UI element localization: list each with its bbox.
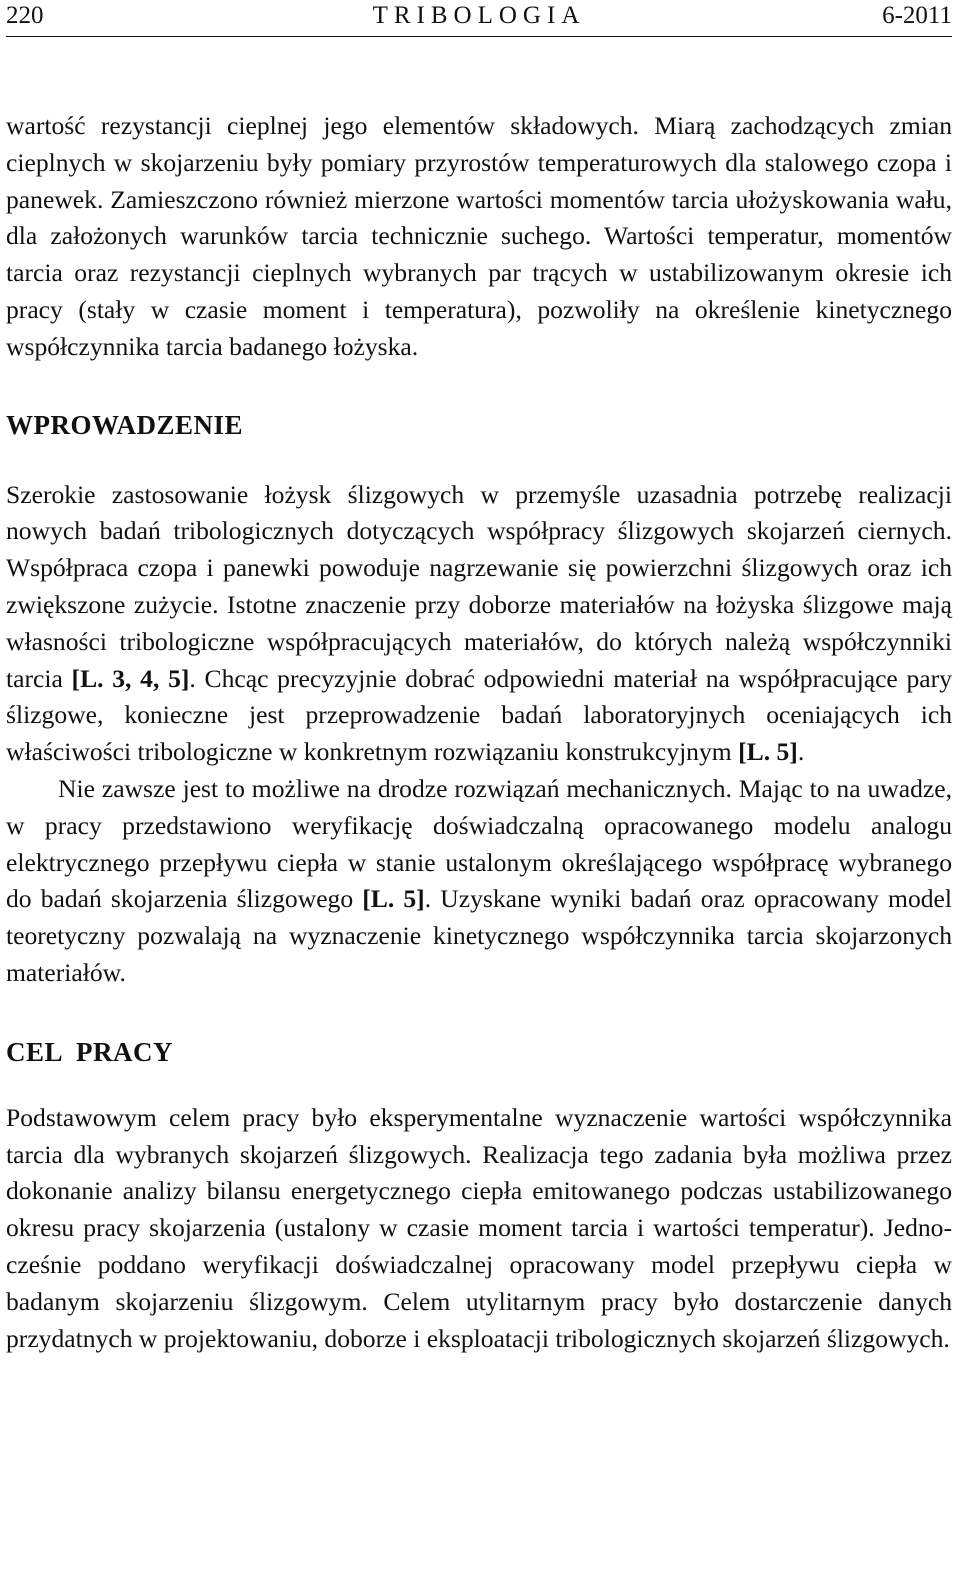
paragraph-goal: Podstawowym celem pracy było eksperymentalne wyznaczenie wartości współczynnika tarcia dla wybranych skojarzeń ślizgowych. Realizacja tego zadania była możliwa przez dokonanie analizy bilansu energetycznego ciepła emitowanego podczas ustabilizowanego okresu pracy skojarzenia (ustalony w czasie moment tarcia i wartości temperatur). Jednocześnie poddano weryfikacji doświadczalnej opracowany model przepływu ciepła w badanym skojarzeniu ślizgowym. Celem utylitarnym pracy było dostarczenie danych przydatnych w projektowaniu, doborze i eksploatacji tribologicznych skojarzeń ślizgowych. — [6, 1102, 952, 1353]
page-content — [6, 108, 952, 1357]
section-heading-goal: CEL PRACY — [6, 1036, 174, 1067]
journal-title: TRIBOLOGIA — [372, 2, 586, 29]
paragraph-text: . Chcąc precyzyjnie dobrać odpowiedni materiał na współpracujące pary ślizgowe, konieczne jest przeprowadzenie badań laboratoryjnych oceniających ich właściwości tribologiczne w konkretnym rozwiązaniu konstrukcyjnym — [6, 663, 952, 767]
issue-number: 6-2011 — [882, 2, 952, 29]
paragraph-continuation: wartość rezystancji cieplnej jego elementów składowych. Miarą zachodzących zmian cieplnych w skojarzeniu były pomiary przyrostów temperaturowych dla stalowego czopa i panewek. Zamieszczono również mierzone wartości momentów tarcia ułożyskowania wału, dla założonych warunków tarcia technicznie suchego. Wartości temperatur, momentów tarcia oraz rezystancji cieplnych wybranych par trących w ustabilizowanym okresie ich pracy (stały w czasie moment i temperatura), pozwoliły na określenie kinetycznego współczynnika tarcia badanego łożyska. — [6, 111, 952, 361]
paragraph-introduction-2 — [6, 771, 952, 992]
paragraph-text: Nie zawsze jest to możliwe na drodze rozwiązań mechanicznych. Mając to na uwadze, w pracy przedstawiono weryfikację doświadczalną opracowanego modelu analogu elektrycznego przepływu ciepła w stanie ustalonym określającego współpracę wybranego do badań skojarzenia ślizgowego — [6, 773, 952, 914]
section-heading-introduction: WPROWADZENIE — [6, 409, 244, 440]
running-header — [6, 0, 952, 37]
citation: [L. 5] — [738, 737, 798, 767]
citation: [L. 3, 4, 5] — [71, 663, 190, 693]
paragraph-text: Szerokie zastosowanie łożysk ślizgowych w przemyśle uzasadnia potrzebę realizacji nowych badań tribologicznych dotyczących współpracy ślizgowych skojarzeń ciernych. Współpraca czopa i panewki powoduje nagrzewanie się powierzchni ślizgowych oraz ich zwiększone zużycie. Istotne znaczenie przy doborze materiałów na łożyska ślizgowe mają własności tribologiczne współpracujących materiałów, do których należą współczynniki tarcia — [6, 479, 952, 693]
paragraph-text: . — [797, 737, 805, 767]
paragraph-text: . Uzyskane wyniki badań oraz opracowany model teoretyczny pozwalają na wyznaczenie kinetycznego współczynnika tarcia skojarzonych materiałów. — [6, 884, 953, 987]
citation: [L. 5] — [362, 884, 425, 914]
paragraph-introduction-1 — [6, 477, 952, 771]
page-number: 220 — [6, 2, 44, 29]
